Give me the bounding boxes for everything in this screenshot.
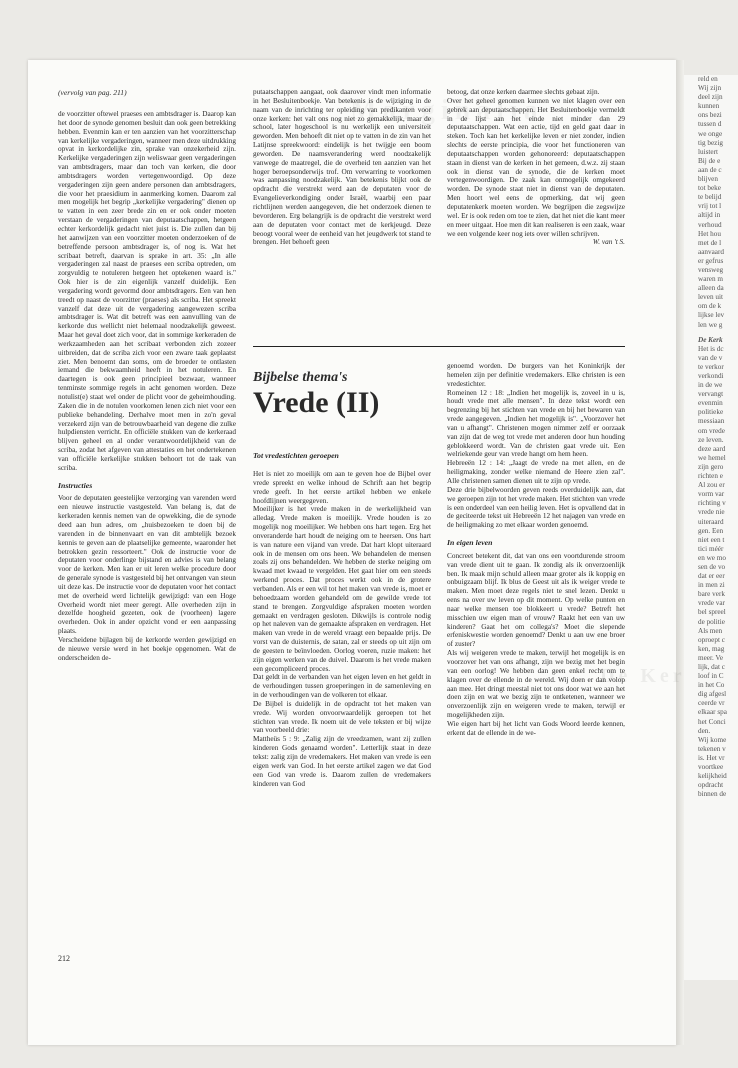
right-page-line: vorm var [698, 490, 725, 499]
right-page-line: ze leven. [698, 435, 724, 444]
paragraph: Verscheidene bijlagen bij de kerkorde werden gewijzigd en de nieuwe versie werd in het boekje opgenomen. Wat de onderscheiden de- [58, 635, 236, 662]
right-page-line: sen de vo [698, 562, 726, 571]
right-page-line: vrij tot l [698, 202, 722, 211]
page-gutter [676, 60, 684, 1045]
paragraph: Deze drie bijbelwoorden geven reeds overduidelijk aan, dat we geroepen zijn tot het vrede maken. Het stichten van vrede is een onderdeel van een heilig leven. Het is opvallend dat in de geciteerde tekst uit Hebreeën 12 het najagen van vrede en de heiligmaking zo met elkaar worden genoemd. [447, 485, 625, 530]
right-page-line: elkaar spa [698, 708, 727, 717]
article-subtitle: Tot vredestichten geroepen [253, 451, 339, 460]
right-page-line: met de l [698, 238, 722, 247]
paragraph: putaatschappen aangaat, ook daarover vindt men informatie in het Besluitenboekje. Van betekenis is de wijziging in de naam van de inrichting ter opleiding van predikanten voor onze kerken: het valt ons nog niet zo gemakkelijk, maar de school, later hogeschool is nu werkelijk een universiteit geworden. Men behoeft dit niet op te vatten in de zin van het Latijnse spreekwoord: eindelijk is het twijgje een boom geworden. De naamsverandering werd noodzakelijk vanwege de maatregel, die de overheid ten aanzien van het hoger beroepsonderwijs trof. Om verwarring te voorkomen was aanpassing noodzakelijk. Van betekenis blijkt ook de opdracht die verstrekt werd aan de deputaten voor de Evangelieverkondiging onder Israël, waarbij een paar richtlijnen werden aangegeven, die het onderzoek dienen te bevorderen. Erg belangrijk is de opdracht die verstrekt werd aan de deputaten voor contact met de kerkjeugd. Deze beoogt vooral weer de eenheid van het jeugdwerk tot stand te brengen. Het behoeft geen [253, 88, 431, 247]
right-page-line: de politie [698, 617, 725, 626]
right-page-line: dat er eer [698, 572, 725, 581]
paragraph: Over het geheel genomen kunnen we niet klagen over een gebrek aan deputaatschappen. Het Besluitenboekje vermeldt in de lijst aan het einde niet minder dan 29 deputaatschappen. Wat een actie, tijd en geld gaat daar in steken. Toch kan het kerkelijke leven er niet zonder, indien slechts de eerste principia, die voor het functioneren van deputaatschappen worden gehonoreerd: deputaatschappen staan in dienst van de kerken in het gemeen, d.w.z. zij staan ook in dienst van de synode, die de kerken moet vertegenwoordigen. De zaak kan onmogelijk omgekeerd worden. De synode staat niet in dienst van de deputaten. Men hoort wel eens de opmerking, dat wij geen deputatenkerk moeten worden. We begrijpen die zegswijze wel. Er is ook reden om toe te zien, dat het niet die kant meer en meer uitgaat. Hoe men dit kan realiseren is een zaak, waar we een volgende keer nog iets over willen schrijven. [447, 96, 625, 238]
paragraph: genoemd worden. De burgers van het Koninkrijk der hemelen zijn per definitie vredemakers. Elke christen is een vredestichter. [447, 362, 625, 388]
paragraph: Hebreeën 12 : 14: „Jaagt de vrede na met allen, en de heiligmaking, zonder welke niemand de Heere zien zal". Alle christenen samen dienen uit te zijn op vrede. [447, 459, 625, 485]
right-page-line: meer. Ve [698, 653, 724, 662]
right-page-line: in men zi [698, 581, 725, 590]
right-page-line: is. Het vr [698, 753, 725, 762]
right-page-line: tici méér [698, 544, 724, 553]
right-page-line: den. [698, 726, 711, 735]
right-page-line: kunnen [698, 102, 720, 111]
right-page-line: tussen d [698, 120, 722, 129]
right-page-line: leven uit [698, 293, 723, 302]
right-page-line: tekenen v [698, 744, 726, 753]
right-page-line: vrede nie [698, 508, 725, 517]
right-page-line: Wij kome [698, 735, 727, 744]
right-page-line: politieke [698, 408, 724, 417]
right-page-line: Het is dc [698, 344, 724, 353]
right-page-line: te belijd [698, 193, 722, 202]
right-page-line: lijkse lev [698, 311, 725, 320]
right-page-heading: De Kerk [698, 335, 723, 344]
subheading-in-eigen-leven: In eigen leven [447, 538, 493, 548]
paragraph: Wie eigen hart bij het licht van Gods Woord leerde kennen, erkent dat de ellende in de we- [447, 719, 625, 737]
paragraph: De Bijbel is duidelijk in de opdracht tot het maken van vrede. Wij worden onvoorwaardelijk geroepen tot het stichten van vrede. Ik noem uit de vele teksten er bij wijze van voorbeeld drie: [253, 699, 431, 735]
right-page-line: blijven [698, 175, 718, 184]
right-page-line: richten e [698, 472, 723, 481]
right-page-line: evenmin [698, 399, 723, 408]
right-page-line: het Conci [698, 717, 726, 726]
section-divider [253, 346, 625, 347]
right-page-line: dig afgesl [698, 690, 727, 699]
right-page-line: tot beke [698, 184, 721, 193]
faint-background-heading-right: De Ker [600, 665, 686, 687]
article-title: Vrede (II) [253, 386, 380, 419]
series-title: Bijbelse thema's [253, 370, 348, 385]
paragraph: Moeilijker is het vrede maken in de werkelijkheid van alledag. Vrede maken is moeilijk. Vrede houden is zo mogelijk nog moeilijker. We hebben ons hart tegen. Erg het onveranderde hart houdt de neiging om te heersen. Ons hart is van nature een vijand van vrede. Dat hart klopt uiteraard ook in de mensen om ons heen. We behandelen de mensen zoals zij ons behandelden. We hebben de sterke neiging om kwaad met kwaad te vergelden. Het gaat hier om een steeds werkend proces. Dat proces werkt ook in de grotere verbanden. Als er een wil tot het maken van vrede is, moet er behoedzaam worden gehandeld om de gewilde vrede tot stand te brengen. Zorgvuldige afspraken moeten worden gemaakt en verdragen gesloten. Dikwijls is controle nodig op het naleven van de gemaakte afspraken en verdragen. Het maken van vrede in de wereld vraagt een bepaalde prijs. De vorst van de duisternis, de satan, zal er steeds op uit zijn om de geesten te beïnvloeden. Oorlog voeren, ruzie maken: het zijn eigen werken van de duivel. Daarom is het vrede maken een gecompliceerd proces. [253, 505, 431, 673]
right-page-line: aan de c [698, 165, 722, 174]
right-page-line: lijk, dat c [698, 663, 725, 671]
right-page-line: Al zou er [698, 481, 725, 490]
right-page-line: we hemel [698, 453, 726, 462]
right-page-line: opdracht [698, 781, 724, 790]
right-page-line: ons bezi [698, 111, 722, 120]
right-page-line: er gefrus [698, 256, 724, 265]
right-page-line: loof in C [698, 672, 724, 681]
right-page-line: kelijkheid [698, 772, 727, 781]
paragraph: Voor de deputaten geestelijke verzorging van varenden werd een nieuwe instructie vastgesteld. Van belang is, dat de kerkeraden kennis nemen van de opwekking, die de synode deed aan hun adres, om „huisbezoeken te doen bij de varenden in de binnenvaart en van dit ambtelijk bezoek kennis te geven aan de plaatselijke gemeente, waaronder het betrokken gezin ressorteert." Ook de instructie voor de deputaten voor onderlinge bijstand en advies is van belang voor de kerken. Men kan er uit leren welke procedure door de generale synode is vastgesteld bij het ontvangen van steun uit deze kas. De instructie voor de deputaten voor het contact met de overheid werd lichtelijk gewijzigd: van een Hoge Overheid wordt niet meer geregt. Alle overheden zijn in dezelfde hoogheid gezeten, ook de (voorheen) lagere overheden. Ook in ander opzicht vond er een aanpassing plaats. [58, 494, 236, 636]
adjacent-page-fragment [684, 75, 738, 980]
right-page-line: bare verk [698, 590, 725, 599]
right-page-line: vrede var [698, 599, 725, 608]
right-page-line: Als men [698, 626, 723, 635]
right-page-line: luistert [698, 147, 718, 156]
right-page-line: tig bezig [698, 138, 723, 147]
right-page-line: en we mo [698, 553, 726, 562]
right-page-line: niet een t [698, 535, 725, 544]
subheading-instructies: Instructies [58, 480, 93, 490]
right-page-line: verhoud [698, 220, 722, 229]
right-page-line: Wij zijn [698, 84, 722, 93]
right-page-line: bel spreel [698, 608, 726, 617]
right-page-line: om de k [698, 302, 722, 311]
paragraph: Concreet betekent dit, dat van ons een voortdurende stroom van vrede dient uit te gaan. Ik zondig als ik onverzoenlijk ben. Ik maak mijn schuld alleen maar groter als ik koppig en onbuigzaam blijf. Ik blus de Geest uit als ik weiger vrede te maken. Men moet deze regels niet te snel lezen. Denkt u eens na over uw leven op dit moment. Op welke punten en naar welke mensen toe blokkeert u vrede? Betreft het misschien uw eigen man of vrouw? Raakt het een van uw kinderen? Gaat het om collega's? Moet die slepende erfeniskwestie worden genoemd? Denkt u aan uw ene broer of zuster? [447, 551, 625, 649]
right-page-line: len we g [698, 320, 723, 329]
right-page-line: richting v [698, 499, 726, 508]
right-page-line: ken, mag [698, 644, 725, 653]
continuation-note: (vervolg van pag. 211) [58, 88, 127, 97]
paragraph: de voorzitter oftewel praeses een ambtsdrager is. Daarop kan het door de synode genomen besluit dan ook geen betrekking hebben. Evenmin kan er ten aanzien van het voorzitterschap van kerkelijke vergaderingen, wanneer men deze uitdrukking opvat in kerkordelijke zin, sprake van onzekerheid zijn. Kerkelijke vergaderingen zijn weliswaar geen vergaderingen van ambtsdragers, maar dan toch van kerken, die door ambtsdragers worden vertegenwoordigd. Op deze vergaderingen zijn geen andere personen dan ambtsdragers, die voor het praesidium in aanmerking komen. Daarom zal men mogelijk het begrip „kerkelijke vergadering" dienen op te vatten in een zeer brede zin en er ook onder moeten verstaan de vergaderingen van deputaatschappen, hetgeen echter kerkordelijk gedacht niet juist is. Die zullen dan bij het aanwijzen van een voorzitter moeten onderzoeken of de betreffende persoon ambtsdrager is, of nog is. Wat het scribaat betreft, daarvan is sprake in art. 35: „In alle vergaderingen zal naast de praeses een scriba optreden, om zorgvuldig te notuleren hetgeen het optekenen waard is." Ook hier is de zin eigenlijk vanzelf duidelijk. Een vergadering wordt gevormd door ambtsdragers. Een van hen treedt op naast de voorzitter (praeses) als scriba. Het spreekt vanzelf dat deze uit de vergadering aangewezen scriba ambtsdrager is. Wat dit betreft was een aanvulling van de kerkorde dus wellicht niet helemaal noodzakelijk geweest. Maar het geval doet zich voor, dat in sommige kerkeraden de werkzaamheden aan het scribaat verbonden zich zozeer uitbreiden, dat de scriba zich voor een zware taak geplaatst ziet. Men benoemt dan soms, om de broeder te ontlasten iemand die bekwaamheid heeft in het notuleren. En daartegen is ook geen principieel bezwaar, wanneer tenminste sommige regels in acht genomen worden. Deze notulist(e) staat wel onder de plicht voor de geheimhouding. Zaken die in de notulen voorkomen lenen zich niet voor een publieke behandeling. Derhalve moet men in zo'n geval verzekerd zijn van de betrouwbaarheid van degene die zulke hulpdiensten verricht. En officiële stukken van de kerkeraad blijven geheel en al onder verantwoordelijkheid van de scriba, zodat het afgeven van attestaties en het ondertekenen van officiële kerkelijke stukken behoort tot de taak van scriba. [58, 110, 236, 472]
right-page-line: in de we [698, 381, 723, 390]
column-middle-top [253, 88, 431, 310]
right-page-line: om vrede [698, 426, 725, 435]
paragraph: Het is niet zo moeilijk om aan te geven hoe de Bijbel over vrede spreekt en welke inhoud de Schrift aan het begrip vrede geeft. In het eerste artikel hebben we enkele hoofdlijnen weergegeven. [253, 470, 431, 505]
right-page-line: waren m [698, 275, 723, 284]
paragraph: Romeinen 12 : 18: „Indien het mogelijk is, zoveel in u is, houdt vrede met alle mensen". In deze tekst wordt een begrenzing bij het stichten van vrede en bij het bewaren van vrede aangegeven. „Indien het mogelijk is". „Voorzover het van u afhangt". Christenen mogen nimmer zelf er oorzaak van zijn dat de weg tot vrede met anderen door hun houding geblokkeerd wordt. Van de christen gaat vrede uit. Een welriekende geur van vrede hangt om hem heen. [447, 388, 625, 459]
right-page-line: reld en [698, 75, 718, 83]
right-page-line: vervangt [698, 390, 724, 399]
right-page-line: ceerde vr [698, 699, 725, 708]
author-signature: W. van 't S. [592, 238, 625, 247]
right-page-line: van de v [698, 353, 723, 362]
right-page-line: deel zijn [698, 93, 723, 102]
page-number: 212 [58, 954, 70, 963]
right-page-line: altijd in [698, 211, 721, 220]
paragraph: Als wij weigeren vrede te maken, terwijl het mogelijk is en voorzover het van ons afhangt, zijn we bezig met het begin van een oorlog! We hebben dan geen enkel recht om te klagen over de ellende in de wereld. Wij doen er dan volop aan mee. Het dringt meestal niet tot ons door wat we aan het doen zijn en wat we bezig zijn te ontketenen, wanneer we onverzoenlijk zijn en weigeren vrede te maken, terwijl er mogelijkheden zijn. [447, 649, 625, 720]
paragraph: betoog, dat onze kerken daarmee slechts gebaat zijn. [447, 88, 600, 96]
right-page-line: zijn gero [698, 462, 724, 471]
right-page-line: we onge [698, 129, 723, 138]
right-page-line: vensweg [698, 265, 724, 274]
right-page-line: aanvaard [698, 247, 724, 256]
right-page-line: te verkor [698, 362, 724, 371]
right-page-line: messiaan [698, 417, 725, 426]
right-page-line: uiteraard [698, 517, 724, 526]
right-page-line: alleen da [698, 284, 724, 293]
right-page-line: gen. Een [698, 526, 724, 535]
right-page-line: Het hou [698, 229, 721, 238]
right-page-line: Bij de e [698, 156, 721, 165]
paragraph: Mattheüs 5 : 9: „Zalig zijn de vreedzamen, want zij zullen kinderen Gods genaamd worden". Letterlijk staat in deze tekst: zalig zijn de vredemakers. Het maken van vrede is een eigen werk van God. In het eerste artikel zagen we dat God een God van vrede is. Daarom zullen de vredemakers kinderen van God [253, 735, 431, 788]
column-right-top [447, 88, 625, 338]
paragraph: Dat geldt in de verbanden van het eigen leven en het geldt in de verhoudingen tussen groeperingen in de samenleving en in de verhoudingen van de volkeren tot elkaar. [253, 673, 431, 700]
right-page-line: voortkee [698, 763, 724, 772]
article-column-right [447, 362, 625, 1022]
right-page-line: binnen de [698, 790, 727, 799]
right-page-line: deze aard [698, 444, 726, 453]
article-column-left [253, 470, 431, 1030]
column-left [58, 98, 236, 948]
right-page-line: in het Co [698, 681, 725, 690]
right-page-line: oproept c [698, 635, 725, 644]
right-page-line: verkondi [698, 372, 724, 380]
